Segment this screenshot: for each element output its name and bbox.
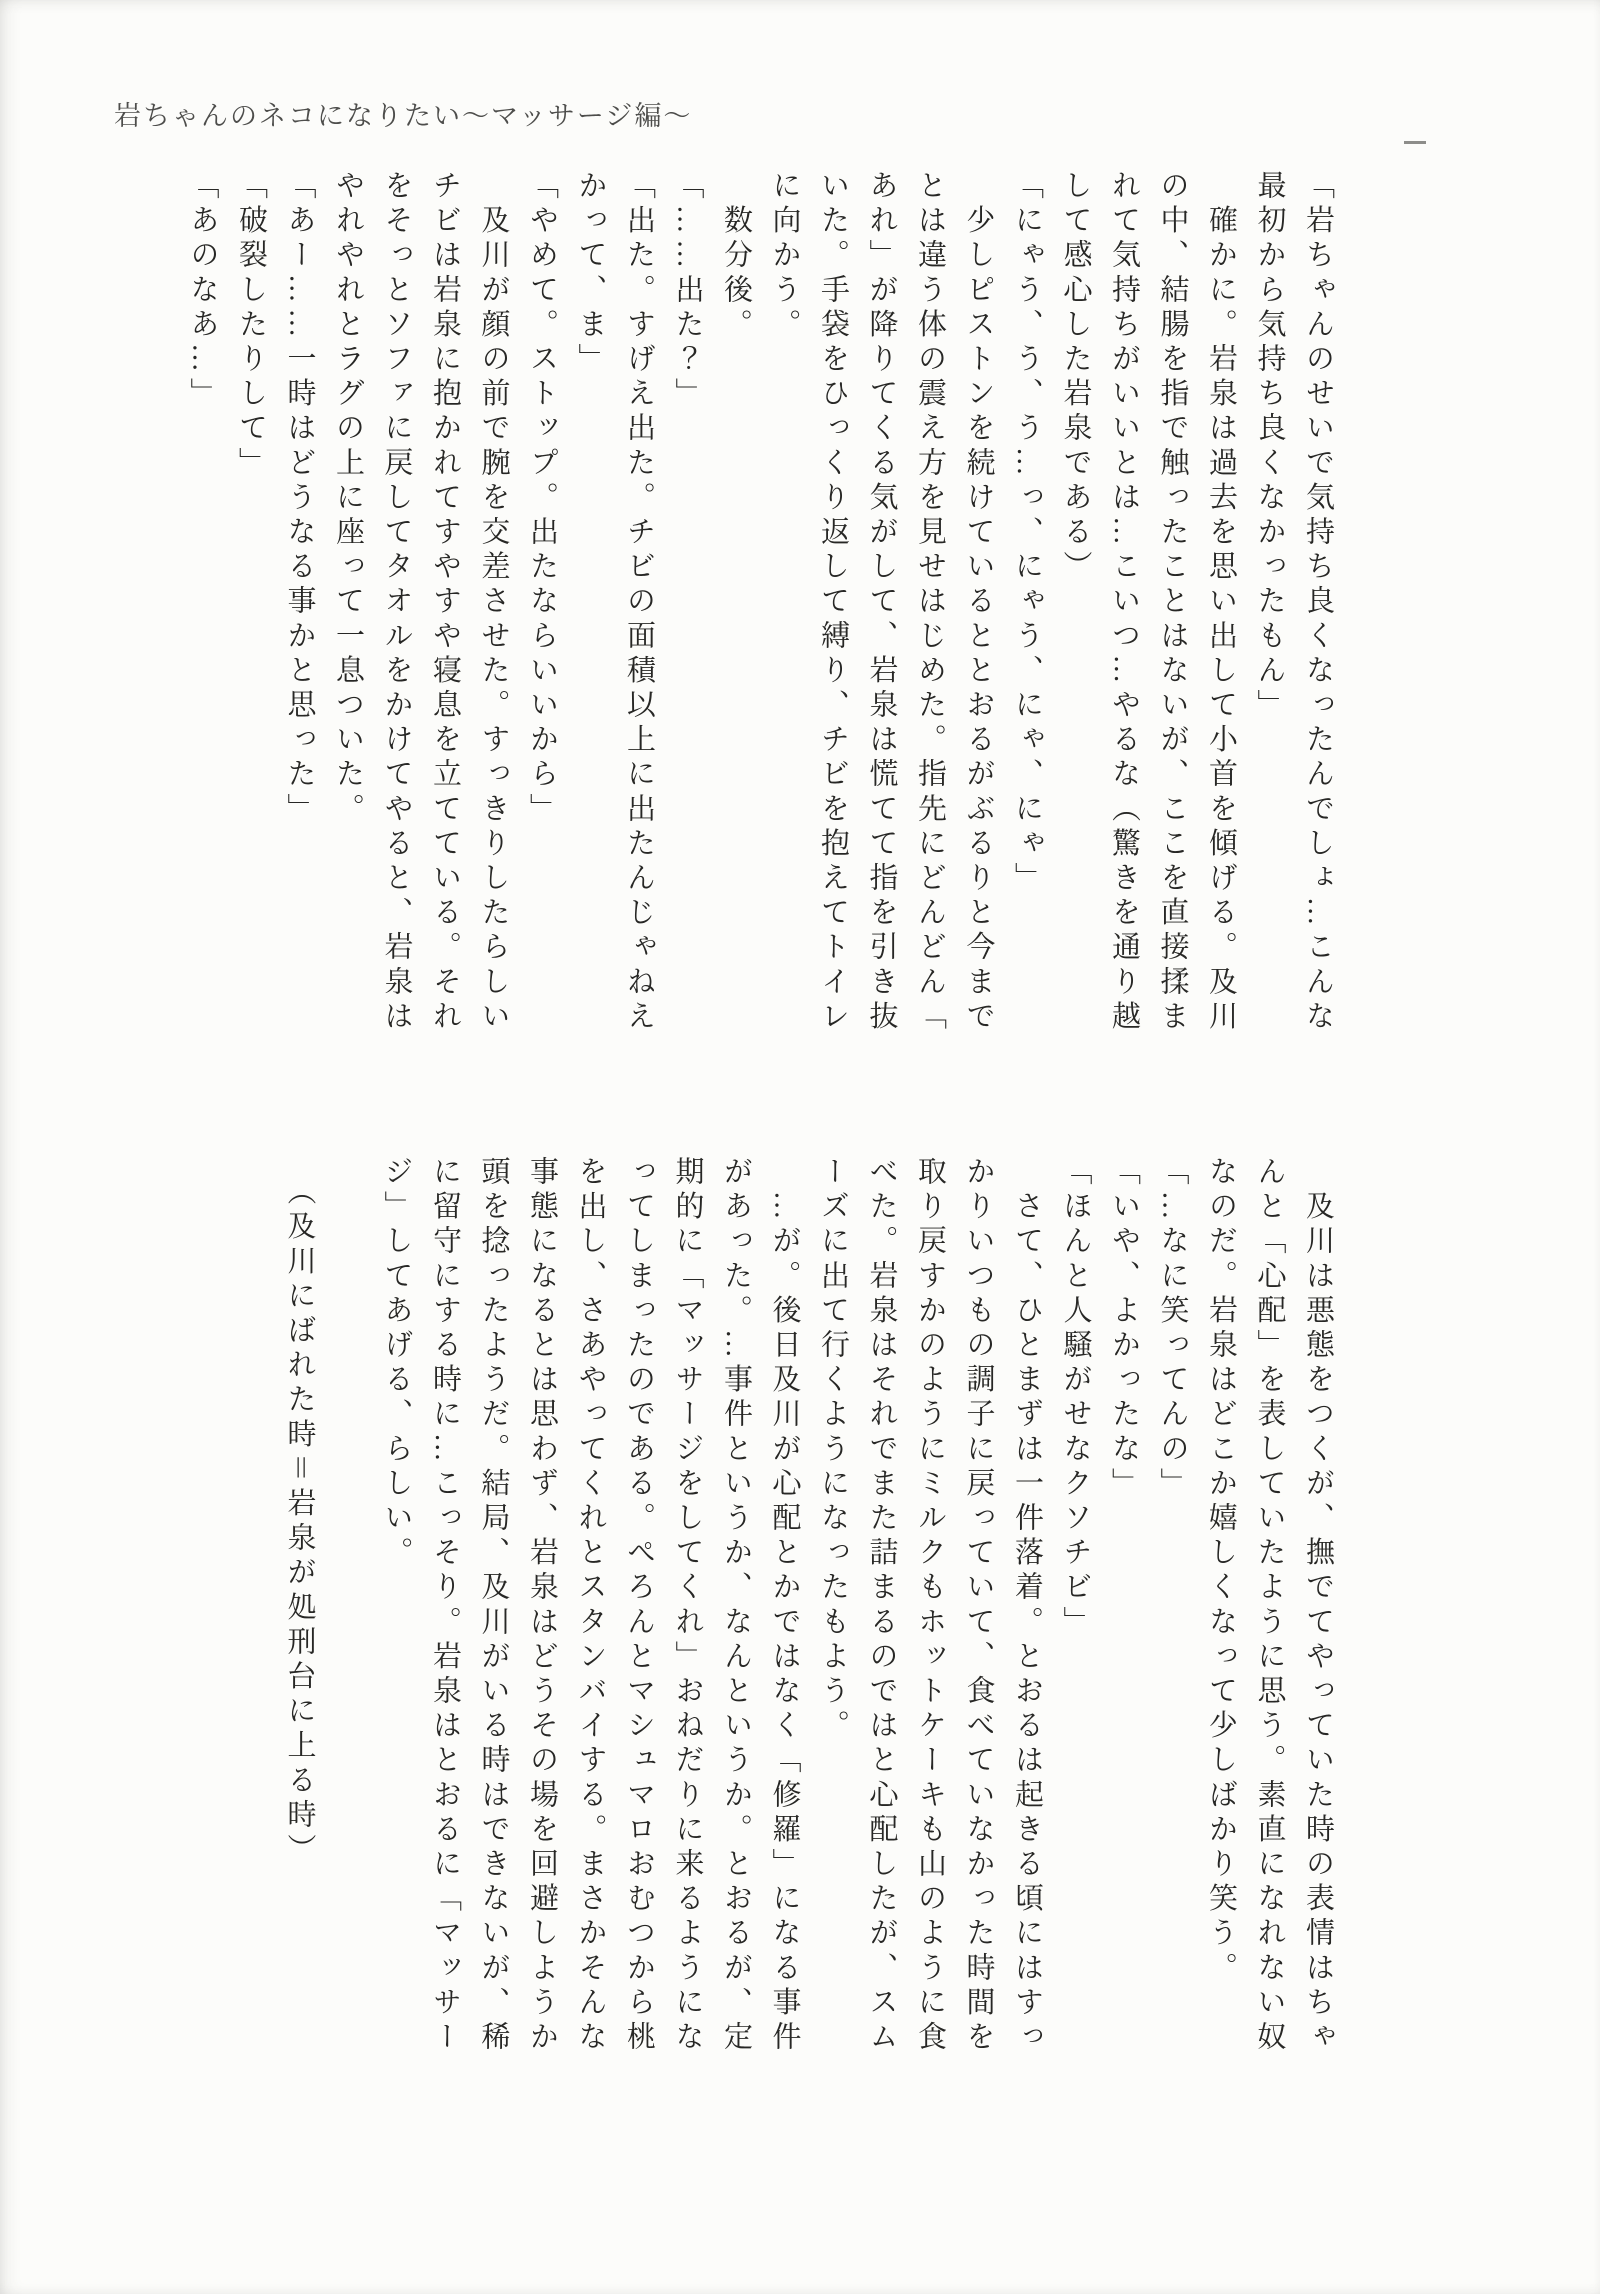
text-line: 事態になるとは思わず、岩泉はどうその場を回避しようか [526,1156,558,2056]
text-line: ーズに出て行くようになったもよう。 [817,1156,849,1745]
text-line: 「あのなあ…」 [186,170,219,413]
text-line: 「…なに笑ってんの」 [1156,1156,1189,1502]
text-line: あれ」が降りてくる気がして、岩泉は慌てて指を引き抜 [865,170,898,1035]
text-line: 及川は悪態をつくが、撫でてやっていた時の表情はちゃ [1302,1156,1334,2056]
text-line: とは違う体の震え方を見せはじめた。指先にどんどん「 [914,170,946,1035]
text-line: いた。手袋をひっくり返して縛り、チビを抱えてトイレ [817,170,849,1035]
text-line: なのだ。岩泉はどこか嬉しくなって少しばかり笑う。 [1205,1156,1237,1987]
text-line: 「やめて。ストップ。出たならいいから」 [526,170,558,828]
text-line: 及川が顔の前で腕を交差させた。すっきりしたらしい [477,170,510,1035]
text-line: 「……出た？」 [671,170,704,413]
text-line: 「岩ちゃんのせいで気持ち良くなったんでしょ…こんな [1302,170,1334,1035]
text-line: 頭を捻ったようだ。結局、及川がいる時はできないが、稀 [477,1156,510,2056]
text-line: さて、ひとまずは一件落着。とおるは起きる頃にはすっ [1011,1156,1043,2056]
text-line: 「ほんと人騒がせなクソチビ」 [1059,1156,1092,1641]
text-line: の中、結腸を指で触ったことはないが、ここを直接揉ま [1156,170,1189,1035]
text-line: 最初から気持ち良くなかったもん」 [1253,170,1286,724]
text-line: 期的に「マッサージをしてくれ」おねだりに来るようにな [671,1156,704,2056]
text-line: に留守にする時に…こっそり。岩泉はとおるに「マッサー [429,1156,461,2056]
text-line [324,1156,373,2068]
text-line: れて気持ちがいいとは…こいつ…やるな（驚きを通り越 [1108,170,1140,1035]
text-line: 「あー……一時はどうなる事かと思った」 [283,170,316,828]
text-line: して感心した岩泉である） [1059,170,1092,586]
text-line: んと「心配」を表していたように思う。素直になれない奴 [1253,1156,1286,2056]
text-line: に向かう。 [768,170,801,343]
text-line: 「いや、よかったな」 [1108,1156,1140,1502]
text-line: チビは岩泉に抱かれてすやすや寝息を立てている。それ [429,170,461,1035]
text-line: …が。後日及川が心配とかではなく「修羅」になる事件 [768,1156,801,2056]
text-line: 「出た。すげえ出た。チビの面積以上に出たんじゃねえ [623,170,655,1035]
text-line: かりいつもの調子に戻っていて、食べていなかった時間を [962,1156,995,2056]
story-text-top [178,170,1342,1050]
text-line: を出し、さあやってくれとスタンバイする。まさかそんな [574,1156,607,2056]
text-line: をそっとソファに戻してタオルをかけてやると、岩泉は [380,170,413,1035]
text-line: 確かに。岩泉は過去を思い出して小首を傾げる。及川 [1205,170,1237,1035]
text-line: 「にゃう、う、う…っ、にゃう、にゃ、にゃ」 [1011,170,1043,897]
text-line: （及川にばれた時＝岩泉が処刑台に上る時） [283,1156,316,1869]
text-line: ってしまったのである。ぺろんとマシュマロおむつから桃 [623,1156,655,2056]
text-line: べた。岩泉はそれでまた詰まるのではと心配したが、スム [865,1156,898,2056]
text-line: 数分後。 [720,170,752,343]
text-line: 取り戻すかのようにミルクもホットケーキも山のように食 [914,1156,946,2056]
text-line: かって、ま」 [574,170,607,378]
text-line: 少しピストンを続けているととおるがぶるりと今まで [962,170,995,1035]
story-text-bottom [275,1156,1342,2068]
text-line: ジ」してあげる、らしい。 [380,1156,413,1572]
scan-corner-mark [1404,141,1426,144]
text-line: 「破裂したりして」 [235,170,267,482]
text-line: やれやれとラグの上に座って一息ついた。 [332,170,364,828]
page-title: 岩ちゃんのネコになりたい～マッサージ編～ [114,101,693,131]
text-line: があった。…事件というか、なんというか。とおるが、定 [720,1156,752,2056]
